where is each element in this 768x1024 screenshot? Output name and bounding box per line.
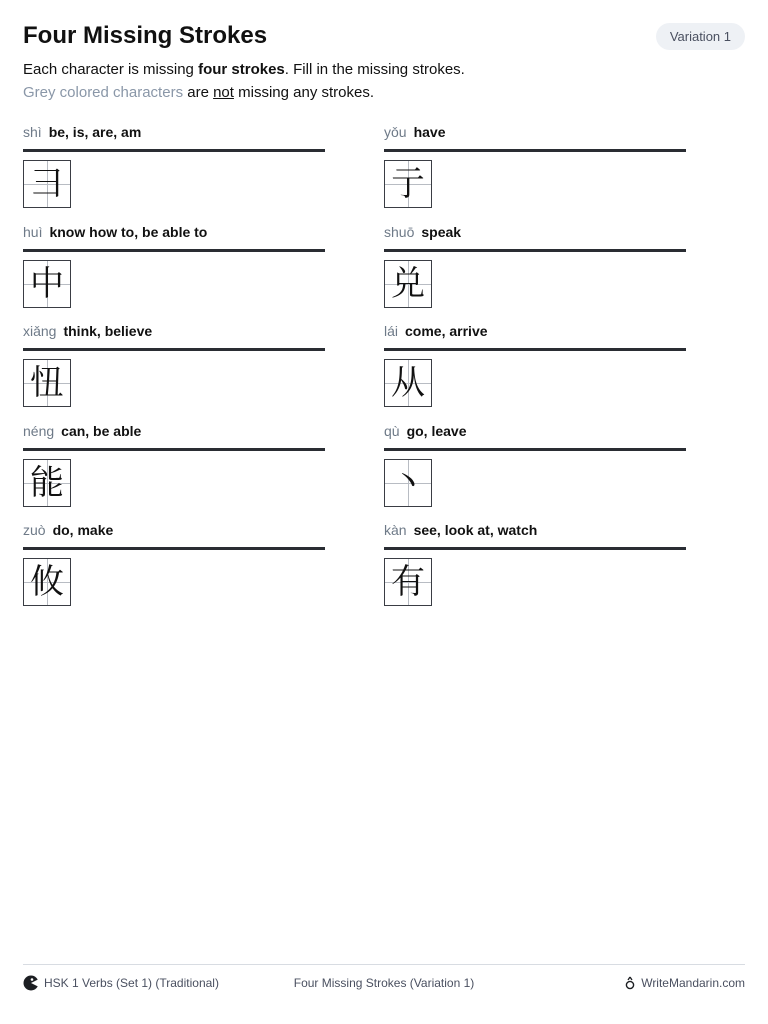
partial-character: 能 (30, 463, 64, 503)
meaning: know how to, be able to (49, 224, 208, 240)
page-title: Four Missing Strokes (23, 22, 268, 49)
footer-set-title (23, 975, 264, 991)
divider (23, 448, 325, 451)
character-entry (23, 120, 325, 208)
entry-header (23, 419, 325, 443)
partial-character: 有 (391, 562, 425, 602)
pinyin: shuō (384, 224, 415, 240)
meaning: speak (421, 224, 462, 240)
partial-character: 忸 (30, 363, 64, 403)
entry-header (384, 319, 686, 343)
partial-character: 丶 (391, 463, 425, 503)
instruction-text: Each character is missing (23, 61, 199, 78)
character-practice-box[interactable] (384, 260, 432, 308)
meaning: do, make (52, 522, 114, 538)
character-entry (384, 419, 686, 507)
divider (384, 448, 686, 451)
divider (23, 149, 325, 152)
character-practice-box[interactable] (23, 260, 71, 308)
entry-header (384, 419, 686, 443)
instruction-text: are (183, 84, 214, 101)
instruction-line-1 (23, 58, 465, 81)
partial-character: 攸 (30, 562, 64, 602)
pinyin: yǒu (384, 124, 407, 140)
footer-right-text[interactable]: WriteMandarin.com (641, 976, 746, 990)
instruction-underline: not (213, 84, 234, 101)
character-entry (384, 120, 686, 208)
footer (23, 964, 745, 1001)
character-practice-box[interactable] (384, 558, 432, 606)
character-practice-box[interactable] (23, 459, 71, 507)
meaning: see, look at, watch (413, 522, 538, 538)
meaning: think, believe (63, 323, 153, 339)
pinyin: xiǎng (23, 323, 57, 339)
pinyin: kàn (384, 522, 407, 538)
character-entry (23, 419, 325, 507)
divider (384, 547, 686, 550)
partial-character: 彐 (30, 164, 64, 204)
instruction-text: . Fill in the missing strokes. (284, 61, 465, 78)
partial-character: 兑 (391, 264, 425, 304)
divider (23, 547, 325, 550)
divider (384, 348, 686, 351)
partial-character: 从 (391, 363, 425, 403)
divider (23, 348, 325, 351)
divider (384, 249, 686, 252)
entry-header (23, 220, 325, 244)
partial-character: 中 (30, 264, 64, 304)
instruction-text: missing any strokes. (233, 84, 374, 101)
footer-center-text: Four Missing Strokes (Variation 1) (293, 976, 475, 990)
instructions (23, 58, 465, 104)
brush-logo-icon (624, 976, 636, 990)
meaning: be, is, are, am (48, 124, 142, 140)
character-entry (23, 220, 325, 308)
entry-header (23, 120, 325, 144)
pinyin: shì (23, 124, 42, 140)
entry-header (384, 518, 686, 542)
character-practice-box[interactable] (23, 160, 71, 208)
entry-header (23, 319, 325, 343)
grey-characters-note: Grey colored characters (23, 84, 184, 101)
character-practice-box[interactable] (384, 359, 432, 407)
pacman-logo-icon (23, 975, 39, 991)
meaning: have (413, 124, 446, 140)
pinyin: lái (384, 323, 399, 339)
entry-header (23, 518, 325, 542)
pinyin: zuò (23, 522, 46, 538)
character-practice-box[interactable] (384, 160, 432, 208)
variation-badge: Variation 1 (656, 23, 745, 50)
divider (384, 149, 686, 152)
entry-header (384, 220, 686, 244)
character-practice-box[interactable] (23, 359, 71, 407)
meaning: go, leave (406, 423, 467, 439)
instruction-emphasis: four strokes (198, 61, 285, 78)
character-practice-box[interactable] (23, 558, 71, 606)
pinyin: qù (384, 423, 400, 439)
pinyin: huì (23, 224, 43, 240)
character-entry (23, 518, 325, 606)
character-entry (384, 319, 686, 407)
partial-character: 亍 (391, 164, 425, 204)
instruction-line-2 (23, 81, 465, 104)
divider (23, 249, 325, 252)
footer-left-text: HSK 1 Verbs (Set 1) (Traditional) (44, 976, 219, 990)
character-entry (384, 220, 686, 308)
character-entry (23, 319, 325, 407)
character-practice-box[interactable] (384, 459, 432, 507)
character-entry (384, 518, 686, 606)
entry-header (384, 120, 686, 144)
footer-site[interactable] (504, 976, 745, 990)
meaning: come, arrive (405, 323, 488, 339)
meaning: can, be able (61, 423, 142, 439)
pinyin: néng (23, 423, 55, 439)
